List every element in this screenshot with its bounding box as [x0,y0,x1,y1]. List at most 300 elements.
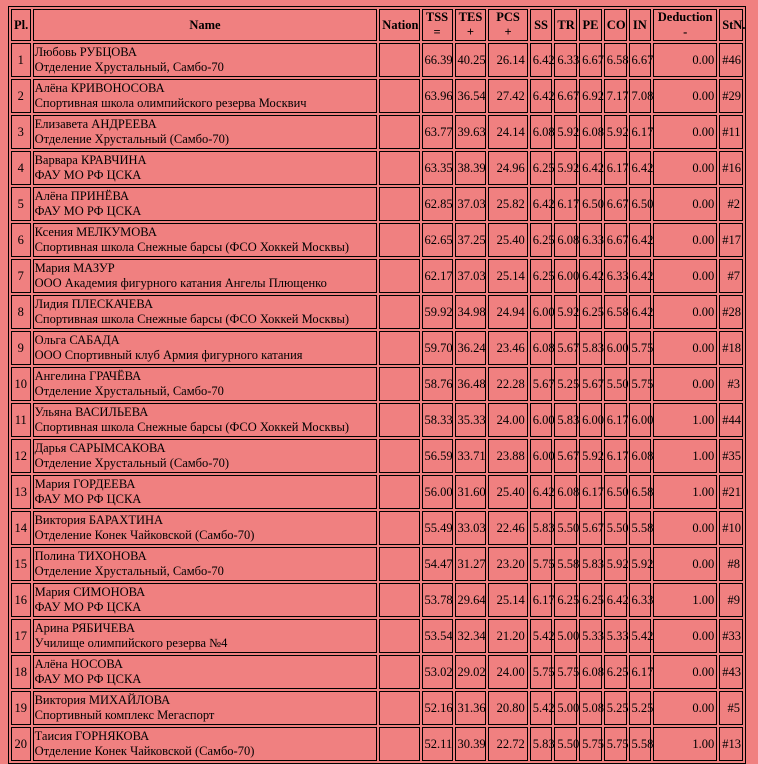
start-number-cell: #3 [719,367,743,401]
pcs-cell: 25.14 [488,583,527,617]
place-cell: 11 [11,403,31,437]
pe-cell: 6.08 [579,115,602,149]
start-number-cell: #33 [719,619,743,653]
in-cell: 5.92 [629,547,652,581]
ss-cell: 5.42 [530,691,553,725]
nation-cell [379,43,419,77]
start-number-cell: #7 [719,259,743,293]
co-cell: 6.17 [604,403,627,437]
pe-cell: 5.33 [579,619,602,653]
pe-cell: 5.83 [579,547,602,581]
pe-cell: 6.08 [579,655,602,689]
in-cell: 6.42 [629,223,652,257]
co-cell: 6.42 [604,583,627,617]
skater-club: Спортивная школа Снежные барсы (ФСО Хоккей Москвы) [34,312,350,326]
nation-cell [379,547,419,581]
nation-cell [379,403,419,437]
skater-name: Алёна ПРИНЁВА [34,189,130,203]
tes-cell: 29.02 [455,655,487,689]
tes-cell: 31.27 [455,547,487,581]
table-row [11,619,743,653]
ss-cell: 6.42 [530,475,553,509]
pe-cell: 5.92 [579,439,602,473]
ss-cell: 5.83 [530,511,553,545]
deduction-cell: 0.00 [653,187,717,221]
skater-club: Отделение Хрустальный, Самбо-70 [34,60,224,74]
skater-cell [33,727,378,761]
skater-cell [33,547,378,581]
tr-cell: 5.67 [554,331,577,365]
skater-name: Дарья САРЫМСАКОВА [34,441,166,455]
in-cell: 6.42 [629,295,652,329]
tr-cell: 5.50 [554,511,577,545]
in-cell: 6.00 [629,403,652,437]
skater-club: ФАУ МО РФ ЦСКА [34,672,142,686]
pe-cell: 6.50 [579,187,602,221]
start-number-cell: #10 [719,511,743,545]
in-cell: 6.42 [629,259,652,293]
header-tes-label: TES [458,10,483,24]
skater-club: ООО Спортивный клуб Армия фигурного катания [34,348,303,362]
co-cell: 5.50 [604,367,627,401]
deduction-cell: 0.00 [653,259,717,293]
pcs-cell: 25.14 [488,259,527,293]
pe-cell: 5.83 [579,331,602,365]
start-number-cell: #43 [719,655,743,689]
tr-cell: 5.92 [554,295,577,329]
ss-cell: 5.83 [530,727,553,761]
tss-cell: 66.39 [422,43,453,77]
skater-cell [33,187,378,221]
co-cell: 6.25 [604,655,627,689]
skater-club: Спортивная школа Снежные барсы (ФСО Хоккей Москвы) [34,240,350,254]
pe-cell: 6.25 [579,295,602,329]
start-number-cell: #5 [719,691,743,725]
tr-cell: 5.67 [554,439,577,473]
tes-cell: 32.34 [455,619,487,653]
ss-cell: 6.25 [530,223,553,257]
tss-cell: 53.78 [422,583,453,617]
skater-club: Училище олимпийского резерва №4 [34,636,228,650]
tes-cell: 36.48 [455,367,487,401]
co-cell: 6.67 [604,187,627,221]
tr-cell: 6.33 [554,43,577,77]
table-row [11,547,743,581]
place-cell: 14 [11,511,31,545]
skater-club: Отделение Хрустальный (Самбо-70) [34,456,230,470]
pcs-cell: 20.80 [488,691,527,725]
tr-cell: 6.08 [554,223,577,257]
pe-cell: 6.67 [579,43,602,77]
ss-cell: 6.42 [530,79,553,113]
header-pe: PE [579,9,602,41]
ss-cell: 6.25 [530,259,553,293]
pe-cell: 6.00 [579,403,602,437]
tss-cell: 58.76 [422,367,453,401]
header-deduction [653,9,717,41]
deduction-cell: 0.00 [653,547,717,581]
skater-name: Ульяна ВАСИЛЬЕВА [34,405,149,419]
tr-cell: 6.08 [554,475,577,509]
in-cell: 6.67 [629,43,652,77]
skater-name: Ангелина ГРАЧЁВА [34,369,142,383]
skater-cell [33,403,378,437]
tes-cell: 37.25 [455,223,487,257]
skater-name: Варвара КРАВЧИНА [34,153,147,167]
nation-cell [379,727,419,761]
tes-cell: 34.98 [455,295,487,329]
skater-name: Алёна НОСОВА [34,657,123,671]
skater-name: Алёна КРИВОНОСОВА [34,81,165,95]
skater-name: Мария СИМОНОВА [34,585,146,599]
nation-cell [379,619,419,653]
skater-cell [33,151,378,185]
co-cell: 5.92 [604,547,627,581]
pe-cell: 6.17 [579,475,602,509]
pcs-cell: 22.46 [488,511,527,545]
skater-cell [33,655,378,689]
skater-club: ООО Академия фигурного катания Ангелы Плющенко [34,276,327,290]
nation-cell [379,475,419,509]
header-tss-label: TSS [425,10,449,24]
tss-cell: 59.70 [422,331,453,365]
start-number-cell: #29 [719,79,743,113]
ss-cell: 6.00 [530,403,553,437]
co-cell: 6.67 [604,223,627,257]
deduction-cell: 0.00 [653,151,717,185]
in-cell: 7.08 [629,79,652,113]
nation-cell [379,439,419,473]
pe-cell: 6.42 [579,151,602,185]
pcs-cell: 24.94 [488,295,527,329]
place-cell: 9 [11,331,31,365]
deduction-cell: 0.00 [653,115,717,149]
deduction-cell: 0.00 [653,367,717,401]
skater-name: Ксения МЕЛКУМОВА [34,225,157,239]
skater-cell [33,439,378,473]
tes-cell: 33.71 [455,439,487,473]
table-row [11,655,743,689]
tss-cell: 59.92 [422,295,453,329]
skater-club: Спортивная школа Снежные барсы (ФСО Хоккей Москвы) [34,420,350,434]
header-co: CO [604,9,627,41]
nation-cell [379,655,419,689]
skater-cell [33,691,378,725]
skater-club: Отделение Хрустальный, Самбо-70 [34,564,224,578]
skater-cell [33,259,378,293]
deduction-cell: 0.00 [653,43,717,77]
nation-cell [379,331,419,365]
ss-cell: 6.25 [530,151,553,185]
header-pcs [488,9,527,41]
nation-cell [379,151,419,185]
pe-cell: 6.92 [579,79,602,113]
skater-name: Таисия ГОРНЯКОВА [34,729,150,743]
in-cell: 5.42 [629,619,652,653]
header-place: Pl. [11,9,31,41]
skater-club: Спортивный комплекс Мегаспорт [34,708,215,722]
tes-cell: 38.39 [455,151,487,185]
pcs-cell: 22.72 [488,727,527,761]
skater-name: Полина ТИХОНОВА [34,549,147,563]
table-row [11,439,743,473]
in-cell: 5.25 [629,691,652,725]
deduction-cell: 0.00 [653,655,717,689]
tr-cell: 5.75 [554,655,577,689]
table-row [11,727,743,761]
co-cell: 6.58 [604,295,627,329]
header-nation: Nation [379,9,419,41]
in-cell: 5.75 [629,367,652,401]
pcs-cell: 22.28 [488,367,527,401]
table-row [11,475,743,509]
table-row [11,691,743,725]
tes-cell: 35.33 [455,403,487,437]
ss-cell: 6.00 [530,295,553,329]
place-cell: 8 [11,295,31,329]
skater-name: Лидия ПЛЕСКАЧЕВА [34,297,153,311]
pcs-cell: 21.20 [488,619,527,653]
tes-cell: 30.39 [455,727,487,761]
pcs-cell: 24.96 [488,151,527,185]
tr-cell: 6.25 [554,583,577,617]
ss-cell: 6.42 [530,187,553,221]
pe-cell: 5.67 [579,511,602,545]
co-cell: 6.58 [604,43,627,77]
place-cell: 18 [11,655,31,689]
start-number-cell: #28 [719,295,743,329]
start-number-cell: #9 [719,583,743,617]
pcs-cell: 25.40 [488,223,527,257]
tr-cell: 5.92 [554,115,577,149]
pcs-cell: 27.42 [488,79,527,113]
table-row [11,583,743,617]
deduction-cell: 1.00 [653,439,717,473]
header-pcs-symbol: + [504,25,512,39]
start-number-cell: #46 [719,43,743,77]
tr-cell: 5.92 [554,151,577,185]
header-pcs-label: PCS [496,10,520,24]
in-cell: 6.17 [629,115,652,149]
in-cell: 6.08 [629,439,652,473]
skater-cell [33,475,378,509]
ss-cell: 5.67 [530,367,553,401]
nation-cell [379,691,419,725]
tr-cell: 5.58 [554,547,577,581]
ss-cell: 5.75 [530,655,553,689]
header-ss: SS [530,9,553,41]
table-row [11,403,743,437]
in-cell: 6.50 [629,187,652,221]
pcs-cell: 26.14 [488,43,527,77]
tes-cell: 31.60 [455,475,487,509]
pe-cell: 5.08 [579,691,602,725]
place-cell: 6 [11,223,31,257]
co-cell: 6.00 [604,331,627,365]
place-cell: 12 [11,439,31,473]
place-cell: 10 [11,367,31,401]
tss-cell: 56.59 [422,439,453,473]
tss-cell: 53.02 [422,655,453,689]
in-cell: 6.17 [629,655,652,689]
nation-cell [379,511,419,545]
skater-club: Спортивная школа олимпийского резерва Москвич [34,96,307,110]
place-cell: 2 [11,79,31,113]
in-cell: 6.33 [629,583,652,617]
skater-name: Ольга САБАДА [34,333,120,347]
skater-club: ФАУ МО РФ ЦСКА [34,600,142,614]
table-row [11,511,743,545]
tr-cell: 5.00 [554,619,577,653]
table-row [11,259,743,293]
tes-cell: 33.03 [455,511,487,545]
ss-cell: 6.00 [530,439,553,473]
nation-cell [379,259,419,293]
tss-cell: 53.54 [422,619,453,653]
tss-cell: 62.85 [422,187,453,221]
ss-cell: 6.08 [530,331,553,365]
nation-cell [379,187,419,221]
pcs-cell: 24.00 [488,403,527,437]
place-cell: 7 [11,259,31,293]
header-deduction-symbol: - [683,25,688,39]
skater-cell [33,331,378,365]
tes-cell: 39.63 [455,115,487,149]
header-start-number: StN. [719,9,743,41]
tss-cell: 62.17 [422,259,453,293]
pcs-cell: 23.88 [488,439,527,473]
tes-cell: 36.24 [455,331,487,365]
place-cell: 20 [11,727,31,761]
tss-cell: 63.96 [422,79,453,113]
skater-cell [33,583,378,617]
pe-cell: 6.42 [579,259,602,293]
tes-cell: 36.54 [455,79,487,113]
skater-cell [33,79,378,113]
skater-club: Отделение Хрустальный (Самбо-70) [34,132,230,146]
skater-club: ФАУ МО РФ ЦСКА [34,492,142,506]
start-number-cell: #11 [719,115,743,149]
results-body [11,43,743,761]
co-cell: 5.50 [604,511,627,545]
skater-name: Арина РЯБИЧЕВА [34,621,135,635]
tes-cell: 29.64 [455,583,487,617]
tr-cell: 6.17 [554,187,577,221]
nation-cell [379,583,419,617]
deduction-cell: 0.00 [653,691,717,725]
tss-cell: 52.16 [422,691,453,725]
table-row [11,187,743,221]
deduction-cell: 0.00 [653,619,717,653]
nation-cell [379,295,419,329]
skater-club: Отделение Хрустальный, Самбо-70 [34,384,224,398]
table-row [11,331,743,365]
nation-cell [379,367,419,401]
ss-cell: 5.75 [530,547,553,581]
skater-name: Мария МАЗУР [34,261,115,275]
skater-name: Елизавета АНДРЕЕВА [34,117,157,131]
tes-cell: 37.03 [455,187,487,221]
table-row [11,79,743,113]
in-cell: 5.58 [629,511,652,545]
table-row [11,295,743,329]
nation-cell [379,79,419,113]
deduction-cell: 0.00 [653,79,717,113]
skater-cell [33,223,378,257]
ss-cell: 6.17 [530,583,553,617]
place-cell: 19 [11,691,31,725]
header-tss-symbol: = [433,25,441,39]
start-number-cell: #16 [719,151,743,185]
pcs-cell: 23.20 [488,547,527,581]
header-deduction-label: Deduction [657,10,713,24]
header-tss [422,9,453,41]
in-cell: 5.75 [629,331,652,365]
tr-cell: 5.50 [554,727,577,761]
tss-cell: 54.47 [422,547,453,581]
skater-cell [33,619,378,653]
deduction-cell: 1.00 [653,475,717,509]
pcs-cell: 24.14 [488,115,527,149]
co-cell: 7.17 [604,79,627,113]
pe-cell: 5.67 [579,367,602,401]
co-cell: 6.17 [604,151,627,185]
place-cell: 3 [11,115,31,149]
in-cell: 6.58 [629,475,652,509]
results-table [8,6,746,764]
tss-cell: 56.00 [422,475,453,509]
start-number-cell: #18 [719,331,743,365]
tr-cell: 6.67 [554,79,577,113]
skater-club: ФАУ МО РФ ЦСКА [34,168,142,182]
pe-cell: 6.33 [579,223,602,257]
co-cell: 5.92 [604,115,627,149]
skater-cell [33,115,378,149]
skater-name: Виктория МИХАЙЛОВА [34,693,171,707]
place-cell: 4 [11,151,31,185]
header-tr: TR [554,9,577,41]
table-row [11,367,743,401]
place-cell: 17 [11,619,31,653]
ss-cell: 6.08 [530,115,553,149]
co-cell: 6.50 [604,475,627,509]
deduction-cell: 0.00 [653,331,717,365]
deduction-cell: 1.00 [653,583,717,617]
deduction-cell: 0.00 [653,511,717,545]
pcs-cell: 25.82 [488,187,527,221]
tss-cell: 55.49 [422,511,453,545]
header-in: IN [629,9,652,41]
pe-cell: 5.75 [579,727,602,761]
skater-name: Любовь РУБЦОВА [34,45,137,59]
skater-cell [33,511,378,545]
table-row [11,151,743,185]
skater-cell [33,367,378,401]
tr-cell: 5.25 [554,367,577,401]
co-cell: 5.75 [604,727,627,761]
co-cell: 6.17 [604,439,627,473]
place-cell: 15 [11,547,31,581]
start-number-cell: #21 [719,475,743,509]
deduction-cell: 0.00 [653,295,717,329]
place-cell: 13 [11,475,31,509]
skater-name: Виктория БАРАХТИНА [34,513,164,527]
tss-cell: 58.33 [422,403,453,437]
tss-cell: 62.65 [422,223,453,257]
pcs-cell: 23.46 [488,331,527,365]
start-number-cell: #35 [719,439,743,473]
skater-club: Отделение Конек Чайковской (Самбо-70) [34,528,255,542]
